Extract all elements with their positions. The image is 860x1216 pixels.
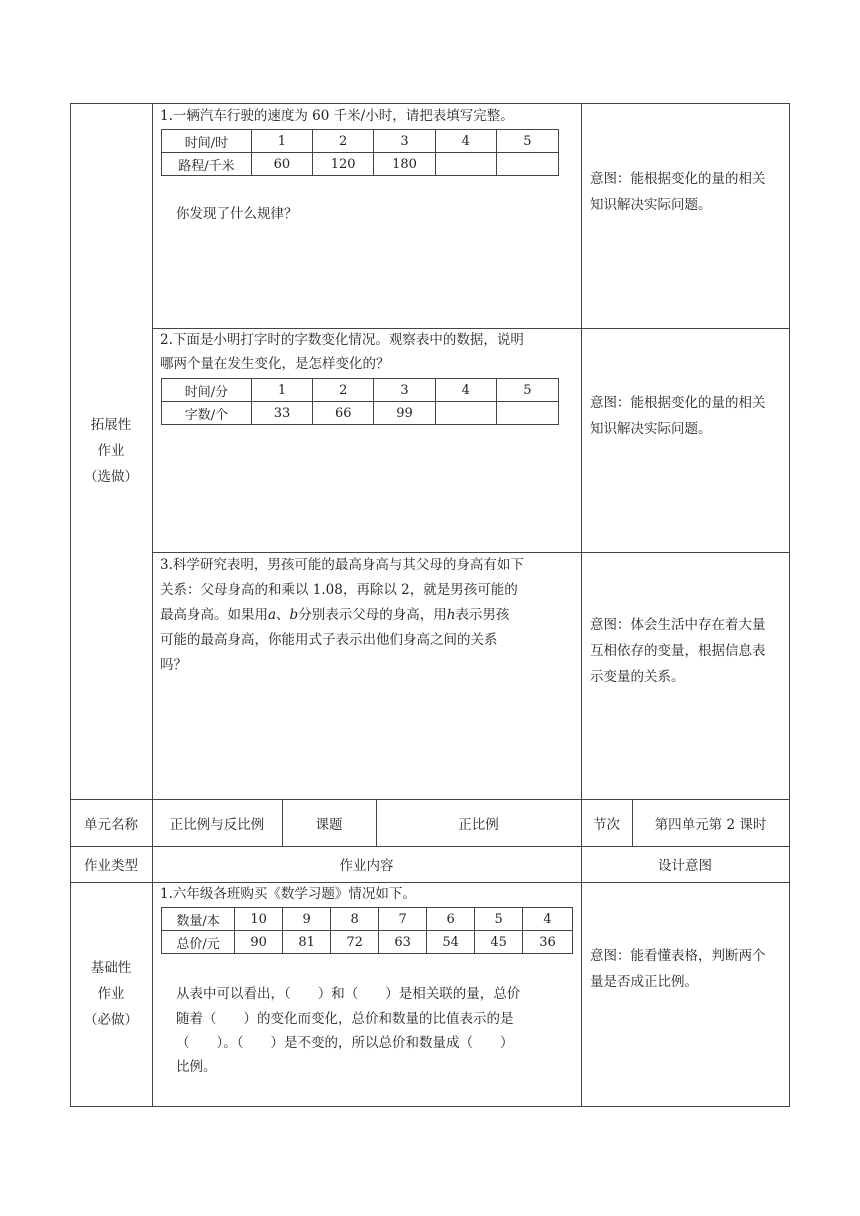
- extension-q3-line1: 3.科学研究表明，男孩可能的最高身高与其父母的身高有如下: [160, 557, 524, 573]
- extension-category-line2: 作业: [97, 443, 125, 459]
- grid-line-category: [152, 103, 153, 1107]
- table-cell: 5: [496, 130, 558, 153]
- table-cell: 9: [283, 908, 331, 931]
- table-cell: [435, 402, 496, 425]
- table-cell: 时间/分: [162, 379, 252, 402]
- table-cell: 4: [435, 130, 496, 153]
- extension-q2-intent: 意图：能根据变化的量的相关知识解决实际问题。: [590, 395, 766, 437]
- unit-value: 正比例与反比例: [169, 816, 265, 833]
- table-cell: 6: [427, 908, 475, 931]
- table-cell: 45: [475, 931, 523, 954]
- extension-q2-line2: 哪两个量在发生变化，是怎样变化的？: [160, 356, 390, 372]
- table-row: [162, 153, 559, 176]
- basic-category-line3: （必做）: [84, 1012, 138, 1028]
- extension-q3-line3: 最高身高。如果用𝑎、𝑏分别表示父母的身高，用ℎ表示男孩: [160, 607, 510, 623]
- extension-q3-line4: 可能的最高身高，你能用式子表示出他们身高之间的关系: [160, 632, 498, 648]
- basic-category: [70, 882, 152, 1106]
- table-cell: 54: [427, 931, 475, 954]
- basic-q1-line2: 随着（ ）的变化而变化，总价和数量的比值表示的是: [176, 1011, 514, 1027]
- unit-label: 单元名称: [84, 816, 138, 833]
- table-row: [162, 379, 559, 402]
- table-cell: [496, 402, 558, 425]
- table-cell: 路程/千米: [162, 153, 252, 176]
- basic-q1-table: [161, 907, 573, 954]
- basic-q1-intent: 意图：能看懂表格，判断两个量是否成正比例。: [590, 948, 766, 990]
- basic-category-line2: 作业: [97, 986, 125, 1002]
- table-cell: 33: [251, 402, 312, 425]
- grid-line-bottom: [70, 1106, 790, 1107]
- table-cell: 66: [313, 402, 374, 425]
- extension-category-line1: 拓展性: [90, 417, 132, 433]
- table-cell: 字数/个: [162, 402, 252, 425]
- table-cell: 4: [435, 379, 496, 402]
- table-cell: 1: [251, 130, 312, 153]
- topic-value: 正比例: [458, 816, 499, 833]
- header-content: 作业内容: [339, 858, 394, 874]
- table-cell: 5: [496, 379, 558, 402]
- section-value: 第四单元第 2 课时: [654, 816, 767, 833]
- table-cell: 72: [331, 931, 379, 954]
- extension-category-line3: （选做）: [84, 469, 138, 485]
- table-cell: 90: [235, 931, 283, 954]
- basic-q1-text: 1.六年级各班购买《数学习题》情况如下。: [160, 886, 416, 902]
- table-cell: 数量/本: [162, 908, 235, 931]
- basic-q1-line1: 从表中可以看出，（ ）和（ ）是相关联的量，总价: [176, 986, 521, 1002]
- table-cell: 63: [379, 931, 427, 954]
- extension-q2-table: [161, 378, 559, 425]
- table-row: [162, 130, 559, 153]
- extension-q3-line5: 吗？: [160, 657, 187, 673]
- table-cell: 81: [283, 931, 331, 954]
- table-cell: 120: [313, 153, 374, 176]
- table-cell: 2: [313, 379, 374, 402]
- grid-line-intent: [581, 103, 582, 1107]
- extension-category: [70, 103, 152, 799]
- basic-category-line1: 基础性: [90, 960, 132, 976]
- header-intent: 设计意图: [658, 858, 712, 874]
- table-cell: [435, 153, 496, 176]
- table-cell: 5: [475, 908, 523, 931]
- table-cell: 3: [374, 130, 435, 153]
- extension-q3-intent: 意图：体会生活中存在着大量互相依存的变量，根据信息表示变量的关系。: [590, 617, 766, 685]
- table-cell: 4: [523, 908, 573, 931]
- extension-q1-followup: 你发现了什么规律？: [176, 206, 298, 222]
- header-type: 作业类型: [84, 858, 138, 874]
- table-cell: 60: [251, 153, 312, 176]
- table-cell: 3: [374, 379, 435, 402]
- table-row: [162, 931, 573, 954]
- table-cell: 99: [374, 402, 435, 425]
- table-row: [162, 402, 559, 425]
- table-cell: 180: [374, 153, 435, 176]
- extension-q1-table: [161, 129, 559, 176]
- table-cell: 10: [235, 908, 283, 931]
- section-label: 节次: [593, 816, 620, 833]
- table-cell: [496, 153, 558, 176]
- extension-q1-text: 1.一辆汽车行驶的速度为 60 千米/小时，请把表填写完整。: [160, 108, 514, 124]
- grid-line-right: [789, 103, 790, 1107]
- extension-q1-intent: 意图：能根据变化的量的相关知识解决实际问题。: [590, 171, 766, 213]
- extension-q3-line2: 关系：父母身高的和乘以 1.08，再除以 2，就是男孩可能的: [160, 582, 518, 598]
- basic-q1-line4: 比例。: [176, 1059, 217, 1075]
- topic-label: 课题: [315, 816, 343, 833]
- table-cell: 7: [379, 908, 427, 931]
- basic-q1-line3: （ ）。（ ）是不变的，所以总价和数量成（ ）: [176, 1035, 514, 1051]
- table-row: [162, 908, 573, 931]
- extension-q2-line1: 2.下面是小明打字时的字数变化情况。观察表中的数据，说明: [160, 332, 524, 348]
- table-cell: 8: [331, 908, 379, 931]
- table-cell: 总价/元: [162, 931, 235, 954]
- table-cell: 时间/时: [162, 130, 252, 153]
- table-cell: 2: [313, 130, 374, 153]
- table-cell: 1: [251, 379, 312, 402]
- table-cell: 36: [523, 931, 573, 954]
